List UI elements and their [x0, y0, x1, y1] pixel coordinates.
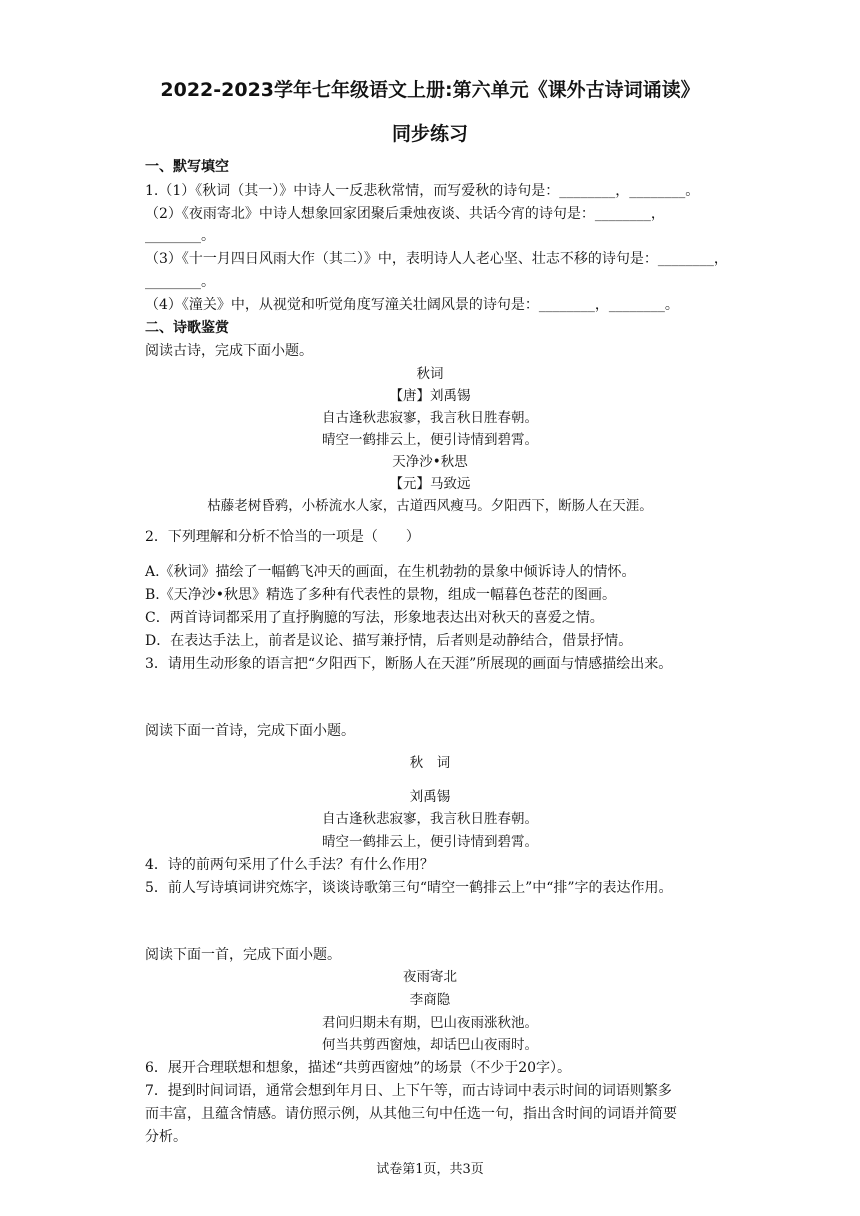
option-d: D．在表达手法上，前者是议论、描写兼抒情，后者则是动静结合，借景抒情。 [145, 633, 633, 649]
section-heading-poetry: 二、诗歌鉴赏 [145, 320, 229, 336]
poem3-author: 刘禹锡 [409, 789, 451, 805]
question-1-2-cont: ________。 [145, 228, 215, 244]
question-1-4: （4）《潼关》中，从视觉和听觉角度写潼关壮阔风景的诗句是：________，________。 [145, 297, 679, 313]
reading-intro-3: 阅读下面一首，完成下面小题。 [145, 947, 341, 963]
poem4-line1: 君问归期未有期，巴山夜雨涨秋池。 [322, 1015, 538, 1031]
question-2: 2．下列理解和分析不恰当的一项是（ ） [145, 529, 420, 545]
option-c: C．两首诗词都采用了直抒胸臆的写法，形象地表达出对秋天的喜爱之情。 [145, 610, 604, 626]
question-6: 6．展开合理联想和想象，描述“共剪西窗烛”的场景（不少于20字）。 [145, 1060, 572, 1076]
poem1-title: 秋词 [416, 366, 444, 382]
reading-intro-1: 阅读古诗，完成下面小题。 [145, 343, 313, 359]
poem1-line1: 自古逢秋悲寂寥，我言秋日胜春朝。 [322, 410, 538, 426]
document-title-line2: 同步练习 [391, 123, 468, 145]
question-1-2: （2）《夜雨寄北》中诗人想象回家团聚后秉烛夜谈、共话今宵的诗句是：________， [145, 206, 665, 222]
document-title-line1: 2022-2023学年七年级语文上册:第六单元《课外古诗词诵读》 [160, 79, 700, 101]
section-heading-fill-blank: 一、默写填空 [145, 159, 229, 175]
option-b: B.《天净沙•秋思》精选了多种有代表性的景物，组成一幅暮色苍茫的图画。 [145, 587, 616, 603]
reading-intro-2: 阅读下面一首诗，完成下面小题。 [145, 723, 355, 739]
question-1-3: （3）《十一月四日风雨大作（其二）》中，表明诗人人老心坚、壮志不移的诗句是：________， [145, 251, 728, 267]
poem4-title: 夜雨寄北 [403, 969, 457, 985]
question-7-cont1: 而丰富，且蕴含情感。请仿照示例，从其他三句中任选一句，指出含时间的词语并简要 [145, 1106, 677, 1122]
poem3-line2: 晴空一鹤排云上，便引诗情到碧霄。 [322, 834, 538, 850]
poem2-title: 天净沙•秋思 [392, 454, 468, 470]
page-footer: 试卷第1页，共3页 [376, 1162, 484, 1177]
poem3-title: 秋 词 [409, 755, 451, 771]
option-a: A.《秋词》描绘了一幅鹤飞冲天的画面，在生机勃勃的景象中倾诉诗人的情怀。 [145, 564, 636, 580]
poem4-author: 李商隐 [409, 992, 451, 1008]
poem4-line2: 何当共剪西窗烛，却话巴山夜雨时。 [322, 1037, 538, 1053]
question-5: 5．前人写诗填词讲究炼字，谈谈诗歌第三句“晴空一鹤排云上”中“排”字的表达作用。 [145, 880, 673, 896]
question-7: 7．提到时间词语，通常会想到年月日、上下午等，而古诗词中表示时间的词语则繁多 [145, 1083, 672, 1099]
poem1-author: 【唐】刘禹锡 [389, 388, 471, 404]
poem2-author: 【元】马致远 [389, 476, 471, 492]
poem3-line1: 自古逢秋悲寂寥，我言秋日胜春朝。 [322, 811, 538, 827]
poem2-line1: 枯藤老树昏鸦，小桥流水人家，古道西风瘦马。夕阳西下，断肠人在天涯。 [207, 498, 653, 514]
question-7-cont2: 分析。 [145, 1129, 187, 1145]
poem1-line2: 晴空一鹤排云上，便引诗情到碧霄。 [322, 432, 538, 448]
question-3: 3．请用生动形象的语言把“夕阳西下，断肠人在天涯”所展现的画面与情感描绘出来。 [145, 656, 673, 672]
question-4: 4．诗的前两句采用了什么手法？有什么作用？ [145, 857, 434, 873]
question-1-1: 1.（1）《秋词（其一）》中诗人一反悲秋常情，而写爱秋的诗句是：________，________。 [145, 183, 700, 199]
question-1-3-cont: ________。 [145, 274, 215, 290]
